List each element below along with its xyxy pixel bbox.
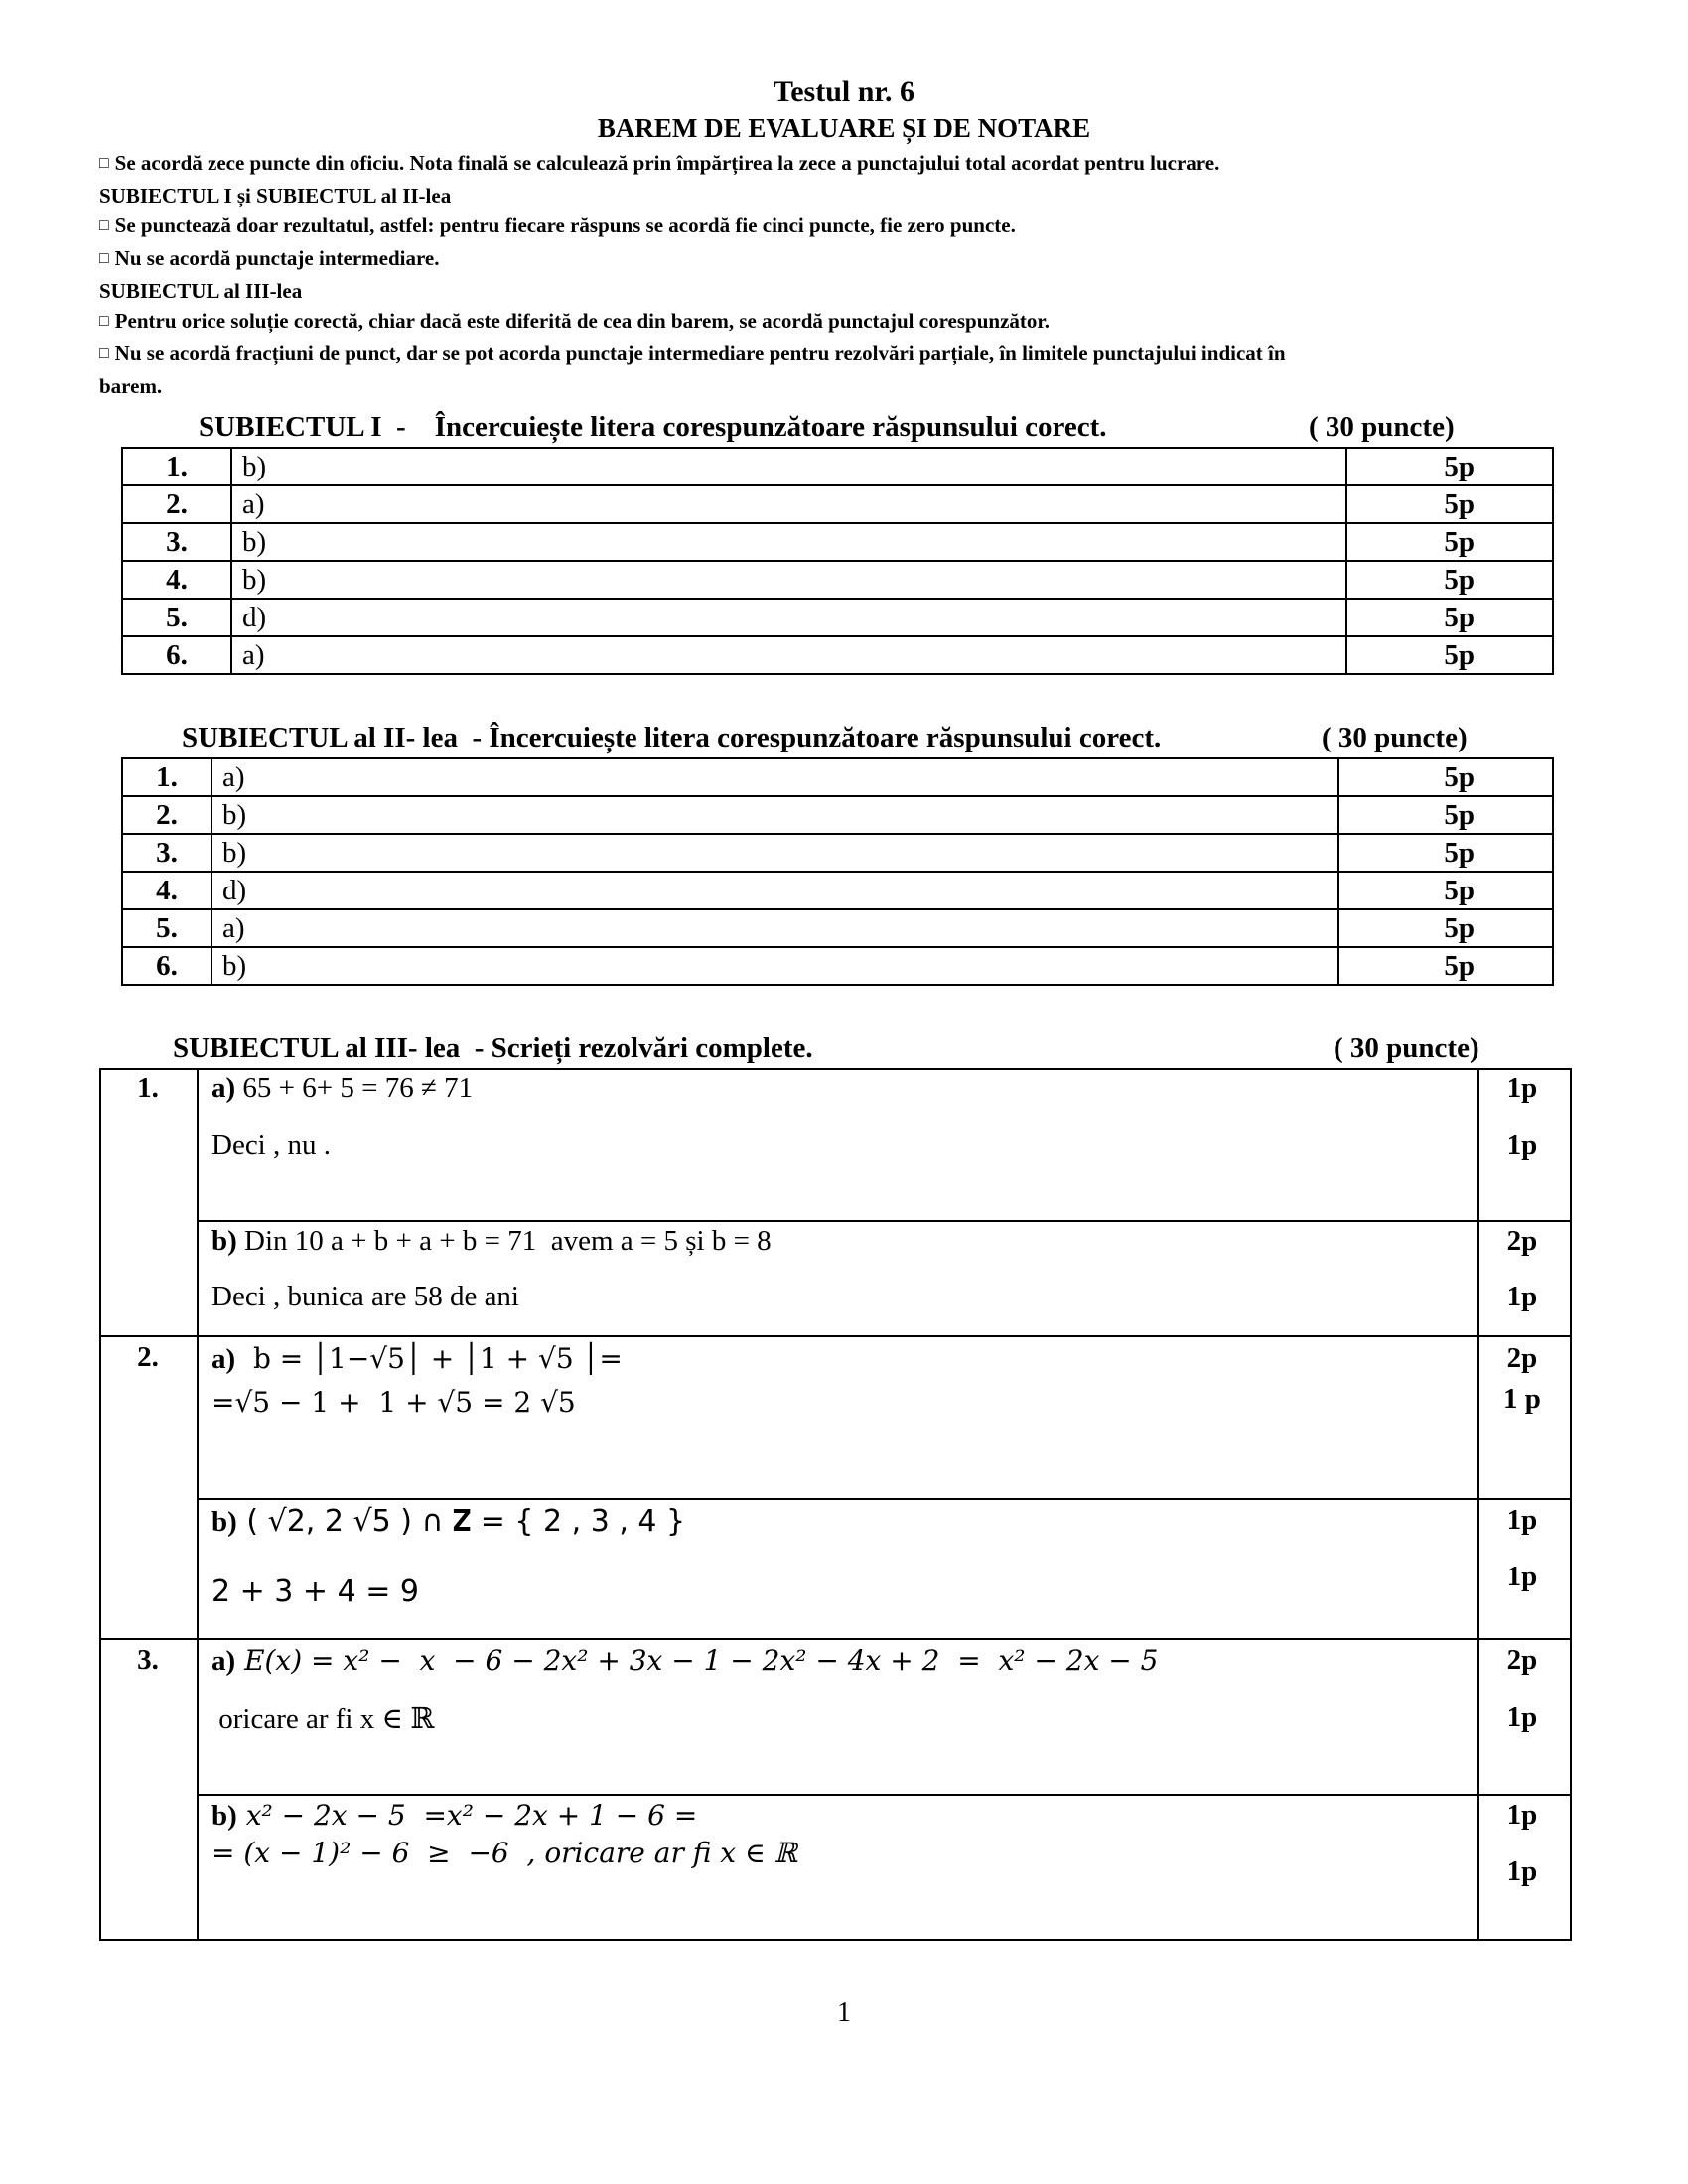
problem-number: 2.: [137, 1341, 159, 1373]
answer-letter: b): [211, 834, 1338, 872]
part-divider: [197, 1498, 1570, 1500]
score: 2p: [1506, 1225, 1538, 1257]
score: 1p: [1506, 1561, 1538, 1592]
problem-3a-line-2: oricare ar fi x ∈ ℝ: [211, 1704, 435, 1735]
instruction-line: □ Se punctează doar rezultatul, astfel: pentru fiecare răspuns se acordă fie cinci puncte, fie zero puncte.: [99, 210, 1589, 243]
score: 1p: [1506, 1281, 1538, 1312]
subiect3-points: ( 30 puncte): [1334, 1032, 1479, 1064]
part-divider: [197, 1220, 1570, 1222]
row-divider: [101, 1638, 1570, 1640]
part-label: a): [211, 1072, 236, 1104]
score: 1p: [1506, 1129, 1538, 1160]
question-number: 1.: [122, 758, 211, 796]
answer-letter: d): [231, 599, 1346, 636]
problem-1b-line-1: [211, 1225, 772, 1258]
problem-2a-line-1: [211, 1342, 623, 1376]
question-number: 2.: [122, 796, 211, 834]
answer-row: [122, 909, 1553, 947]
question-number: 6.: [122, 947, 211, 985]
score: 5p: [1346, 485, 1553, 523]
problem-2b-line-2: 2 + 3 + 4 = 9: [211, 1574, 419, 1609]
question-number: 2.: [122, 485, 231, 523]
instruction-line: □ Pentru orice soluție corectă, chiar dacă este diferită de cea din barem, se acordă punctajul corespunzător.: [99, 306, 1589, 339]
part-label: b): [211, 1506, 237, 1538]
score: 5p: [1338, 834, 1553, 872]
score: 5p: [1338, 909, 1553, 947]
problem-2b-line-1: [211, 1504, 685, 1539]
solution-math: b = │1−√5│ + │1 + √5 │=: [235, 1342, 623, 1375]
part-label: a): [211, 1645, 236, 1677]
answer-letter: d): [211, 872, 1338, 909]
score: 5p: [1338, 796, 1553, 834]
problem-3b-line-2: = (x − 1)² − 6 ≥ −6 , oricare ar fi x ∈ ℝ: [211, 1837, 797, 1869]
score: 1p: [1506, 1855, 1538, 1887]
answer-letter: a): [231, 485, 1346, 523]
answer-row: [122, 485, 1553, 523]
part-label: b): [211, 1800, 237, 1832]
answer-letter: a): [211, 758, 1338, 796]
subiect3-title: SUBIECTUL al III- lea - Scrieți rezolvări complete.: [173, 1032, 813, 1064]
instruction-line: □ Se acordă zece puncte din oficiu. Nota finală se calculează prin împărțirea la zece a punctajului total acordat pentru lucrare.: [99, 148, 1589, 181]
answer-letter: a): [231, 636, 1346, 674]
page-subtitle: BAREM DE EVALUARE ȘI DE NOTARE: [597, 113, 1091, 143]
problem-1a-line-1: [211, 1072, 473, 1105]
score: 1p: [1506, 1072, 1538, 1104]
answer-row: [122, 947, 1553, 985]
score: 1p: [1506, 1504, 1538, 1536]
answer-row: [122, 758, 1553, 796]
answer-row: [122, 448, 1553, 485]
page-number: 1: [837, 1997, 851, 2028]
answer-row: [122, 834, 1553, 872]
score: 1p: [1506, 1702, 1538, 1733]
problem-1b-line-2: Deci , bunica are 58 de ani: [211, 1281, 519, 1312]
subiect2-title: SUBIECTUL al II- lea - Încercuiește litera corespunzătoare răspunsului corect.: [182, 722, 1162, 753]
row-divider: [101, 1335, 1570, 1337]
score: 2p: [1506, 1644, 1538, 1676]
score: 5p: [1346, 599, 1553, 636]
question-number: 4.: [122, 561, 231, 599]
score: 5p: [1346, 636, 1553, 674]
column-divider: [197, 1070, 199, 1939]
solution-text: 65 + 6+ 5 = 76 ≠ 71: [242, 1072, 474, 1104]
score: 5p: [1346, 448, 1553, 485]
solution-text: Din 10 a + b + a + b = 71 avem a = 5 și b = 8: [236, 1225, 772, 1257]
score: 1 p: [1503, 1383, 1541, 1415]
page-title: Testul nr. 6: [773, 75, 914, 108]
answer-letter: b): [211, 796, 1338, 834]
solution-math: E(x) = x² − x − 6 − 2x² + 3x − 1 − 2x² − 4x + 2 = x² − 2x − 5: [235, 1644, 1159, 1677]
problem-number: 1.: [137, 1072, 159, 1104]
answer-letter: b): [231, 448, 1346, 485]
question-number: 4.: [122, 872, 211, 909]
solution-math: x² − 2x − 5 =x² − 2x + 1 − 6 =: [236, 1799, 698, 1832]
instruction-line: barem.: [99, 374, 163, 398]
answer-letter: b): [231, 523, 1346, 561]
answer-row: [122, 561, 1553, 599]
score: 1p: [1506, 1799, 1538, 1831]
problem-3a-line-1: [211, 1644, 1158, 1678]
score: 5p: [1346, 561, 1553, 599]
instruction-line: □ Nu se acordă fracțiuni de punct, dar se pot acorda punctaje intermediare pentru rezolvări parțiale, în limitele punctajului indicat în: [99, 339, 1589, 371]
problem-2a-line-2: =√5 − 1 + 1 + √5 = 2 √5: [211, 1386, 576, 1419]
part-label: b): [211, 1225, 237, 1257]
instruction-heading: SUBIECTUL al III-lea: [99, 279, 303, 303]
solution-math: ( √2, 2 √5 ) ∩ 𝐙 = { 2 , 3 , 4 }: [236, 1504, 686, 1539]
answer-row: [122, 796, 1553, 834]
problem-3b-line-1: [211, 1799, 697, 1833]
instructions: [99, 148, 1589, 401]
score: 5p: [1338, 947, 1553, 985]
answer-row: [122, 599, 1553, 636]
answer-letter: a): [211, 909, 1338, 947]
question-number: 3.: [122, 523, 231, 561]
question-number: 6.: [122, 636, 231, 674]
subiect1-points: ( 30 puncte): [1309, 411, 1455, 443]
part-label: a): [211, 1343, 236, 1375]
instruction-heading: SUBIECTUL I și SUBIECTUL al II-lea: [99, 184, 452, 207]
answer-row: [122, 523, 1553, 561]
score: 5p: [1346, 523, 1553, 561]
answer-row: [122, 636, 1553, 674]
subiect2-points: ( 30 puncte): [1322, 722, 1468, 753]
question-number: 3.: [122, 834, 211, 872]
problem-number: 3.: [137, 1644, 159, 1676]
score: 5p: [1338, 758, 1553, 796]
instruction-line: □ Nu se acordă punctaje intermediare.: [99, 243, 1589, 276]
part-divider: [197, 1794, 1570, 1796]
question-number: 5.: [122, 909, 211, 947]
subiect2-table: [121, 757, 1554, 986]
subiect1-table: [121, 447, 1554, 675]
score: 5p: [1338, 872, 1553, 909]
question-number: 5.: [122, 599, 231, 636]
answer-letter: b): [211, 947, 1338, 985]
answer-row: [122, 872, 1553, 909]
question-number: 1.: [122, 448, 231, 485]
answer-letter: b): [231, 561, 1346, 599]
subiect1-title: SUBIECTUL I - Încercuiește litera corespunzătoare răspunsului corect.: [199, 411, 1107, 443]
score: 2p: [1506, 1342, 1538, 1374]
problem-1a-line-2: Deci , nu .: [211, 1129, 331, 1160]
